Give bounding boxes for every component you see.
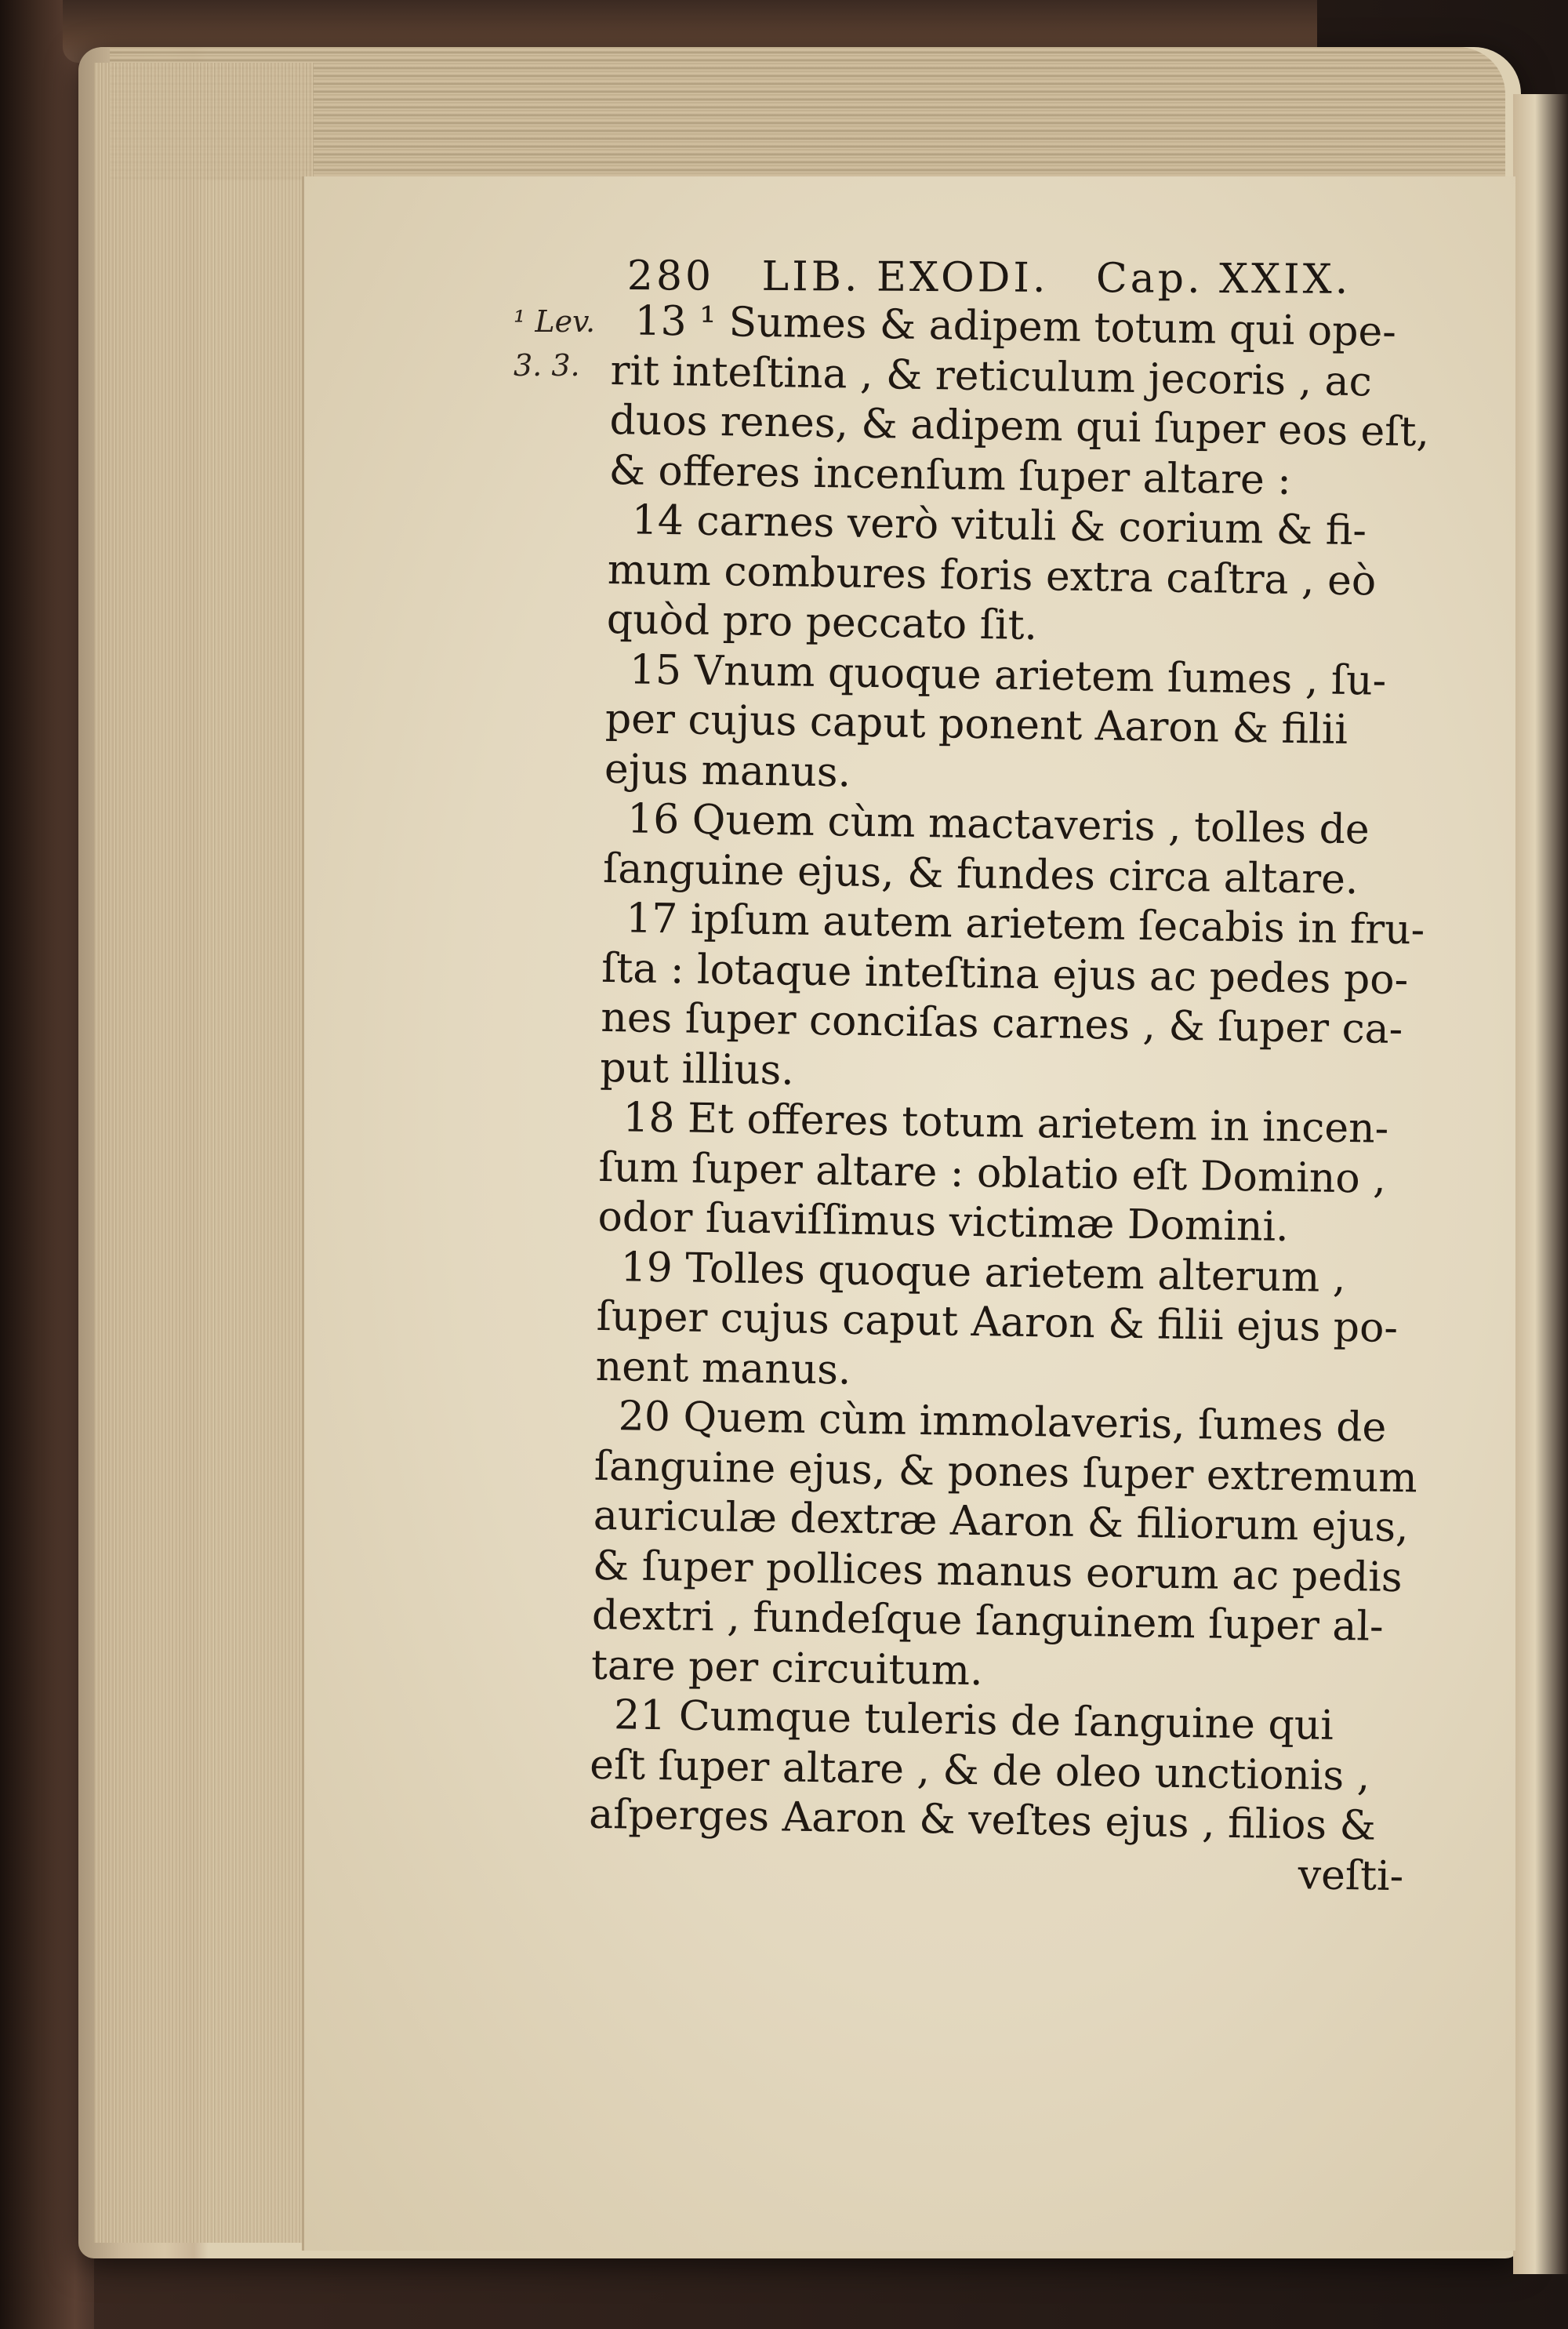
- text-line: rit inteſtina , & reticulum jecoris , ac: [610, 347, 1373, 405]
- text-line: 14 carnes verò vituli & corium & fi-: [631, 496, 1367, 555]
- text-line: 17 ipſum autem arietem ſecabis in fru-: [625, 895, 1425, 954]
- text-line: per cujus caput ponent Aaron & filii: [604, 695, 1348, 754]
- margin-ref-book: Lev.: [535, 304, 596, 339]
- body-text: [588, 296, 1458, 1902]
- page-number: 280: [626, 253, 715, 300]
- text-line: dextri , fundeſque ſanguinem ſuper al-: [591, 1591, 1384, 1651]
- text-line: nes ſuper conciſas carnes , & ſuper ca-: [600, 994, 1403, 1054]
- text-line: 19 Tolles quoque arietem alterum ,: [620, 1243, 1346, 1302]
- text-line: duos renes, & adipem qui ſuper eos eſt,: [609, 396, 1430, 456]
- margin-reference: [514, 300, 595, 387]
- text-line: nent manus.: [595, 1343, 851, 1394]
- text-line: 21 Cumque tuleris de ſanguine qui: [613, 1691, 1334, 1749]
- text-line: tare per circuitum.: [590, 1641, 984, 1695]
- text-line: 15 Vnum quoque arietem ſumes , ſu-: [629, 645, 1387, 705]
- text-line: 18 Et offeres totum arietem in incen-: [622, 1094, 1389, 1153]
- page-top-edges: [110, 47, 1505, 180]
- text-line: put illius.: [599, 1044, 795, 1095]
- chapter-label: Cap. XXIX.: [1095, 255, 1352, 303]
- catchword: veſti-: [1298, 1851, 1404, 1900]
- text-line: ejus manus.: [604, 745, 851, 797]
- page-right-edge: [1513, 94, 1568, 2274]
- running-head: [627, 253, 1352, 303]
- page-side-edges: [94, 63, 314, 2243]
- text-line: odor ſuaviſſimus victimæ Domini.: [597, 1193, 1290, 1251]
- text-line: ſanguine ejus, & fundes circa altare.: [602, 845, 1359, 903]
- margin-ref-mark: ¹: [514, 304, 526, 339]
- text-line: & offeres incenſum ſuper altare :: [608, 446, 1292, 504]
- margin-ref-verse: 3. 3.: [514, 348, 580, 383]
- text-line: 13 ¹ Sumes & adipem totum qui ope-: [634, 297, 1397, 356]
- text-line: eſt ſuper altare , & de oleo unctionis ,: [589, 1741, 1370, 1800]
- book-title: LIB. EXODI.: [761, 253, 1049, 302]
- text-line: ſuper cujus caput Aaron & filii ejus po-: [596, 1292, 1399, 1353]
- text-line: quòd pro peccato ſit.: [606, 595, 1038, 650]
- text-line: & ſuper pollices manus eorum ac pedis: [592, 1542, 1403, 1601]
- text-line: ſanguine ejus, & pones ſuper extremum: [593, 1442, 1418, 1502]
- text-line: 20 Quem cùm immolaveris, ſumes de: [618, 1393, 1387, 1452]
- text-line: ſta : lotaque inteſtina ejus ac pedes po-: [601, 944, 1409, 1004]
- text-line: 16 Quem cùm mactaveris , tolles de: [626, 795, 1370, 854]
- text-line: aſperges Aaron & veſtes ejus , filios &: [588, 1790, 1377, 1850]
- text-line: mum combures foris extra caſtra , eò: [607, 546, 1377, 605]
- text-line: auriculæ dextræ Aaron & filiorum ejus,: [593, 1492, 1410, 1552]
- text-line: ſum ſuper altare : oblatio eſt Domino ,: [598, 1143, 1387, 1203]
